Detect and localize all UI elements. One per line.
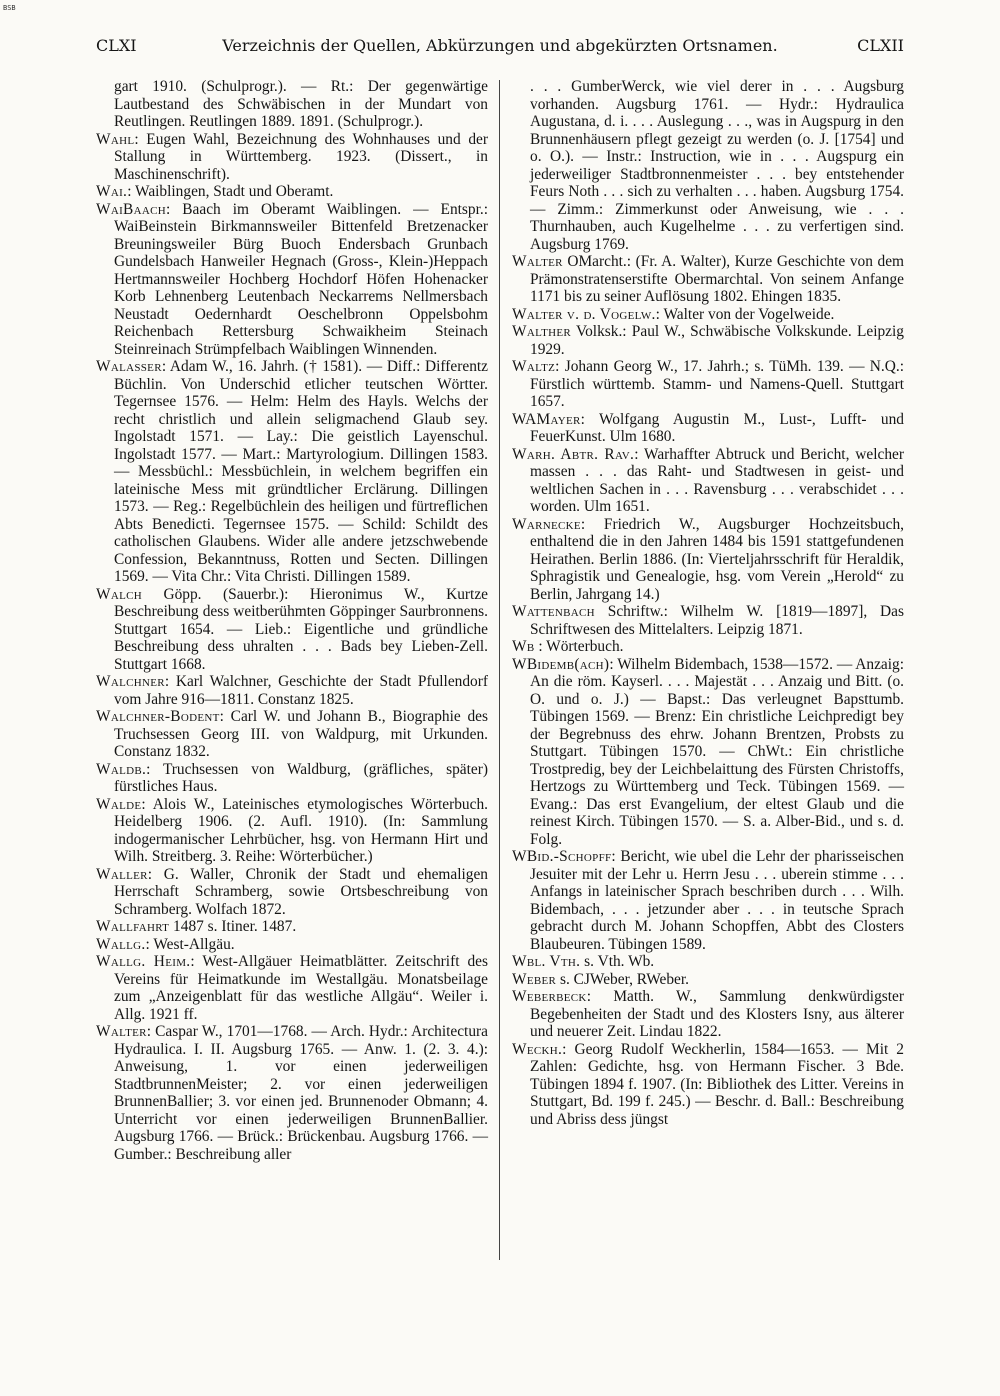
entry-text: : Alois W., Lateinisches etymologisches Wörterbuch. Heidelberg 1906. (2. Aufl. 1910). (In: Sammlung indogermanischer Lehrbücher, hsg. von Hermann Hirt und Wilh. Streitberg. 3. Reihe: Wörterbücher.) (114, 795, 488, 865)
entry-text: : Wörterbuch. (534, 638, 624, 655)
entry-text: s. CJWeber, RWeber. (556, 970, 689, 988)
entry-text: 1487 s. Itiner. 1487. (169, 918, 297, 935)
entry-text: : Waiblingen, Stadt und Oberamt. (127, 183, 334, 200)
entry-headword: Walde (96, 795, 142, 813)
dictionary-entry (512, 988, 904, 1041)
dictionary-entry (512, 603, 904, 638)
dictionary-entry (512, 78, 904, 253)
entry-headword: Walasser (96, 358, 162, 375)
entry-headword: WAMayer (512, 410, 581, 428)
dictionary-entry (96, 183, 488, 201)
entry-headword: Walther (512, 323, 571, 340)
column-divider (499, 80, 500, 1260)
entry-headword: Wahl (96, 130, 135, 148)
entry-text: gart 1910. (Schulprogr.). — Rt.: Der gegenwärtige Lautbestand des Schwäbischen in der Mundart von Reutlingen. Reutlingen 1889. 1891. (Schulprogr.). (114, 78, 488, 130)
right-page-number: CLXII (857, 36, 904, 55)
dictionary-entry (512, 253, 904, 306)
entry-text: . . . GumberWerck, wie viel derer in . . . Augsburg vorhanden. Augsburg 1761. — Hydr.: Hydraulica Augustana, d. i. . . . Auslegung . . ., was in Augspurg in den Brunnenhäusern pflegt gezeigt zu werden (o. J. [1754] und o. O.). — Instr.: Instruction, wie in . . . Augspurg ein jederweiliger Stadtbronnenmeister . . . bey entstehender Feurs Noth . . . sich zu verhalten . . . haben. Augsburg 1754. — Zimm.: Zimmerkunst oder Anweisung, wie . . . Thurnhauben, auch Kugelhelme . . . zu verfertigen sind. Augsburg 1769. (530, 78, 904, 253)
dictionary-entry (512, 656, 904, 849)
entry-text: : Wolfgang Augustin M., Lust-, Lufft- und FeuerKunst. Ulm 1680. (530, 410, 904, 445)
entry-text: : G. Waller, Chronik der Stadt und ehemaligen Herrschaft Schramberg, sowie Ortsbeschreibung von Schramberg. Wolfach 1872. (114, 865, 488, 918)
entry-text: : Georg Rudolf Weckherlin, 1584—1653. — Mit 2 Zahlen: Gedichte, hsg. von Hermann Fischer. 3 Bde. Tübingen 1894 f. 1907. (In: Bibliothek des Litter. Vereins in Stuttgart, Bd. 199 f. 245.) — Beschr. d. Ball.: Beschreibung und Abriss dess jüngst (530, 1040, 904, 1128)
entry-text: s. Vth. Wb. (580, 953, 655, 970)
entry-headword: Walch (96, 585, 142, 603)
dictionary-entry (96, 761, 488, 796)
entry-headword: Waltz (512, 358, 556, 375)
entry-text: : Caspar W., 1701—1768. — Arch. Hydr.: Architectura Hydraulica. I. II. Augsburg 1765. — Anw. 1. (2. 3. 4.): Anweisung, 1. vor einen jederweiligen StadtbrunnenMeister; 2. vor einen jederweiligen BrunnenBallier; 3. vor einen jed. Brunnenoder Obmann; 4. Unterricht vor einen jederweiligen BrunnenBallier. Augsburg 1766. — Brück.: Brückenbau. Augsburg 1766. — Gumber.: Beschreibung aller (114, 1023, 488, 1163)
entry-text: : Matth. W., Sammlung denkwürdigster Begebenheiten der Stadt und des Klosters Isny, aus älterer und neuerer Zeit. Lindau 1822. (530, 988, 904, 1040)
entry-text: Göpp. (Sauerbr.): Hieronimus W., Kurtze Beschreibung dess weitberühmten Göppinger Saurbronnens. Stuttgart 1654. — Lieb.: Eigentliche und gründliche Beschreibung dess uhralten . . . Bads bey Lieben-Zell. Stuttgart 1668. (114, 585, 488, 673)
dictionary-entry (96, 586, 488, 674)
entry-headword: Walter v. d. Vogelw. (512, 305, 656, 323)
dictionary-entry (96, 673, 488, 708)
entry-headword: Weberbeck (512, 988, 587, 1005)
entry-text: Volksk.: Paul W., Schwäbische Volkskunde. Leipzig 1929. (530, 323, 904, 358)
entry-text: : Bericht, wie ubel die Lehr der pharisseischen Jesuiter mit der Lehr u. Herrn Jesu . . . uberein stimme . . . Anfangs in lateinischer Sprach beschriben durch . . . Wilh. Bidembach, . . . jetzunder aber . . . in teutsche Sprach gebracht durch M. Johann Schopffen, Abbt des Closters Blaubeuren. Tübingen 1589. (530, 848, 904, 953)
entry-headword: Weber (512, 970, 557, 988)
dictionary-entry (96, 131, 488, 184)
dictionary-entry (512, 446, 904, 516)
dictionary-entry (512, 516, 904, 604)
entry-text: Schriftw.: Wilhelm W. [1819—1897], Das Schriftwesen des Mittelalters. Leipzig 1871. (530, 603, 904, 638)
entry-text: : Baach im Oberamt Waiblingen. — Entspr.: WaiBeinstein Birkmannsweiler Bittenfeld Bretzenacker Breuningsweiler Bürg Buoch Endersbach Grunbach Gundelsbach Hanweiler Hegnach (Gross-, Klein-)Heppach Hertmannsweiler Hochberg Hochdorf Höfen Hohenacker Korb Lehnenberg Leutenbach Neckarrems Nellmersbach Neustadt Oedernhardt Oeschelbronn Oppelsbohm Reichenbach Rettersburg Schwaikheim Steinach Steinreinach Strümpfelbach Waiblingen Winnenden. (114, 200, 488, 358)
entry-headword: Walchner-Bodent (96, 708, 220, 725)
entry-text: : Karl Walchner, Geschichte der Stadt Pfullendorf vom Jahre 916—1811. Constanz 1825. (114, 673, 488, 708)
entry-text: OMarcht.: (Fr. A. Walter), Kurze Geschichte von dem Prämonstratenserstifte Obermarchtal. Von seinem Anfange 1171 bis zu seiner Auflösung 1802. Ehingen 1835. (530, 253, 904, 305)
dictionary-entry (512, 953, 904, 971)
dictionary-entry (512, 638, 904, 656)
dictionary-entry (96, 1023, 488, 1163)
dictionary-entry (96, 953, 488, 1023)
dictionary-entry (96, 708, 488, 761)
entry-text: : Carl W. und Johann B., Biographie des Truchsessen Georg III. von Waldpurg, mit Urkunden. Constanz 1832. (114, 708, 488, 760)
left-page-number: CLXI (96, 36, 137, 55)
entry-headword: Wallg. (96, 935, 146, 953)
entry-headword: Wallfahrt (96, 918, 170, 935)
entry-headword: Waldb. (96, 760, 147, 778)
dictionary-entry (96, 866, 488, 919)
dictionary-entry (512, 848, 904, 953)
dictionary-entry (96, 918, 488, 936)
dictionary-entry (512, 306, 904, 324)
dictionary-entry (96, 201, 488, 359)
entry-headword: Wallg. Heim. (96, 953, 191, 970)
dictionary-entry (512, 971, 904, 989)
right-column (512, 78, 904, 1128)
dictionary-entry (96, 78, 488, 131)
entry-headword: Warh. Abtr. Rav. (512, 445, 635, 463)
dictionary-entry (512, 358, 904, 411)
entry-headword: Wattenbach (512, 603, 595, 620)
entry-text: : Wilhelm Bidembach, 1538—1572. — Anzaig: An die röm. Kayserl. . . . Majestät . . . Anzaig und Bitt. (o. O. und o. J.) — Bapst.: Das verleugnet Bapsttumb. Tübingen 1569. — Brenz: Ein christliche Leichpredigt bey der Begrebnuss des ehrw. Johann Brentzen, Probsts zu Stuttgart. Tübingen 1570. — ChWt.: Ein christliche Trostpredig, bey der Leichbelaittung des Fürsten Christoffs, Hertzogs zu Württemberg und Teck. Tübingen 1569. — Evang.: Das erst Evangelium, der eltest Glaub und die reinest Kirch. Tübingen 1570. — S. a. Alber-Bid., und s. d. Folg. (530, 655, 904, 848)
entry-text: : Johann Georg W., 17. Jahrh.; s. TüMh. 139. — N.Q.: Fürstlich württemb. Stamm- und Namens-Quell. Stuttgart 1657. (530, 358, 904, 410)
entry-headword: Walter (96, 1023, 147, 1040)
entry-text: : Friedrich W., Augsburger Hochzeitsbuch, enthaltend die in den Jahren 1484 bis 1591 stattgefundenen Heirathen. Berlin 1886. (In: Vierteljahrsschrift für Heraldik, Sphragistik und Genealogie, hsg. vom Verein „Herold“ zu Berlin, Jahrgang 14.) (530, 515, 904, 603)
entry-headword: WBid.-Schopff (512, 848, 612, 865)
entry-text: : West-Allgäu. (145, 935, 235, 953)
entry-text: : Truchsessen von Waldburg, (gräfliches, später) fürstliches Haus. (114, 760, 488, 795)
dictionary-entry (512, 1041, 904, 1129)
entry-headword: Walchner (96, 673, 165, 690)
entry-headword: Waller (96, 865, 148, 883)
left-column (96, 78, 488, 1163)
entry-text: : West-Allgäuer Heimatblätter. Zeitschrift des Vereins für Heimatkunde im Westallgäu. Monatsbeilage zum „Anzeigenblatt für das westliche Allgäu“. Weiler i. Allg. 1921 ff. (114, 953, 488, 1023)
dictionary-entry (96, 936, 488, 954)
entry-headword: Wb (512, 638, 535, 655)
dictionary-entry (96, 796, 488, 866)
dictionary-entry (512, 323, 904, 358)
entry-headword: Wai. (96, 183, 128, 200)
entry-text: : Adam W., 16. Jahrh. († 1581). — Diff.: Differentz Büchlin. Von Underschid etlicher teutschen Wörtter. Tegernsee 1576. — Helm: Helm des Hayls. Welchs der recht christlich und allein seligmachend Glaub sey. Ingolstadt 1571. — Lay.: Die geistlich Layenschul. Ingolstadt 1577. — Mart.: Martyrologium. Dillingen 1583. — Messbüchl.: Messbüchlein, in welchem begriffen ein lateinische Mess mit gründtlicher Erclärung. Dillingen 1573. — Reg.: Regelbüchlein des heiligen und fürtreflichen Abts Benedicti. Tegernsee 1575. — Schild: Schildt des catholischen Glaubens. Wider alle andere jetzschwebende Confession, Bekanntnuss, Rotten und Secten. Dillingen 1569. — Vita Chr.: Vita Christi. Dillingen 1589. (114, 358, 488, 585)
entry-headword: Warnecke (512, 515, 581, 533)
entry-headword: WBidemb(ach) (512, 655, 610, 673)
entry-headword: Wbl. Vth. (512, 953, 581, 970)
dictionary-entry (512, 411, 904, 446)
entry-text: : Eugen Wahl, Bezeichnung des Wohnhauses und der Stallung in Württemberg. 1923. (Dissert., in Maschinenschrift). (114, 130, 488, 183)
dictionary-entry (96, 358, 488, 586)
page-header (96, 36, 904, 60)
entry-headword: Weckh. (512, 1040, 563, 1058)
running-title: Verzeichnis der Quellen, Abkürzungen und abgekürzten Ortsnamen. (222, 36, 778, 55)
library-stamp: BSB (3, 4, 16, 12)
entry-headword: Walter (512, 253, 563, 270)
entry-text: : Walter von der Vogelweide. (655, 305, 835, 323)
entry-text: : Warhaffter Abtruck und Bericht, welcher massen . . . das Raht- und Stadtwesen in geist- und weltlichen Sachen in . . . Ravensburg . . . verabschidet . . . worden. Ulm 1651. (530, 445, 904, 515)
entry-headword: WaiBaach (96, 200, 166, 218)
